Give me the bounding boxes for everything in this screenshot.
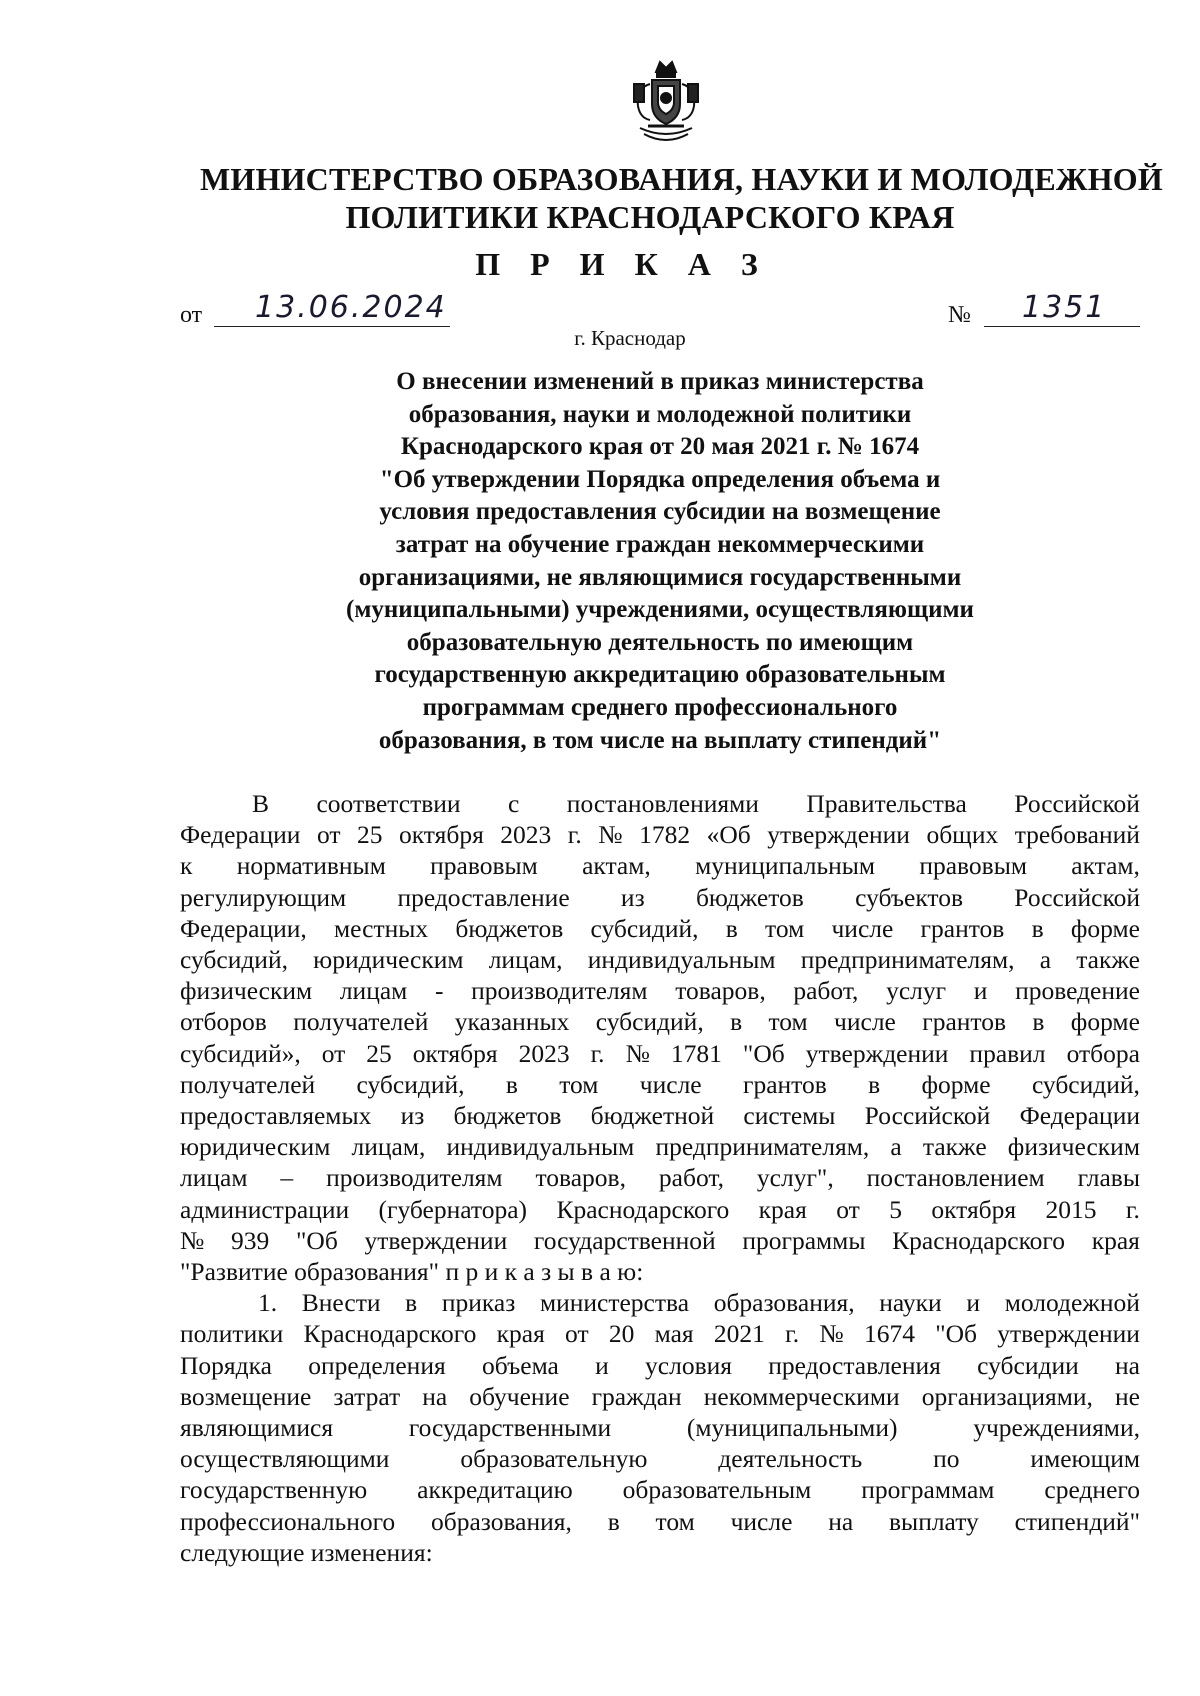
word: в — [405, 1288, 418, 1318]
word: 20 — [608, 1319, 635, 1349]
body-line — [180, 975, 1140, 1006]
word: государственную — [180, 1475, 368, 1505]
word: Внести — [301, 1288, 381, 1318]
number-prefix: № — [948, 302, 971, 328]
word: предпринимателям, — [655, 1132, 870, 1162]
word: – — [280, 1163, 294, 1193]
word: нормативным — [236, 851, 386, 881]
word: товаров, — [535, 1163, 626, 1193]
word: субсидий», — [180, 1038, 301, 1068]
word: от — [565, 1319, 589, 1349]
word: 2023 — [518, 1038, 570, 1068]
word: бюджетов — [695, 882, 804, 912]
word: форме — [1070, 913, 1140, 943]
word: науки — [879, 1288, 942, 1318]
order-verb: п р и к а з ы в а ю: — [445, 1257, 644, 1287]
word: товаров, — [675, 976, 766, 1006]
word: 2021 — [713, 1319, 765, 1349]
word: г. — [567, 820, 582, 850]
word: политики — [180, 1319, 284, 1349]
word: Федерации — [180, 820, 301, 850]
word: осуществляющими — [180, 1444, 390, 1474]
word: юридическим — [180, 1132, 331, 1162]
word: работ, — [658, 1163, 724, 1193]
word: 25 — [357, 820, 383, 850]
word: а — [890, 1132, 902, 1162]
word: в — [868, 1069, 881, 1099]
body-line — [180, 1318, 1140, 1349]
word: субсидии — [977, 1350, 1079, 1380]
body-line — [180, 1162, 1140, 1193]
body-line — [180, 1474, 1140, 1505]
word: субъектов — [855, 882, 964, 912]
subject-line: программам среднего профессионального — [422, 693, 898, 721]
word: обучение — [469, 1381, 570, 1411]
word: Федерации, — [180, 913, 307, 943]
word: из — [620, 882, 645, 912]
word: граждан — [591, 1381, 682, 1411]
word: (муниципальными) — [686, 1413, 898, 1443]
body-line — [180, 1100, 1140, 1131]
body-line — [180, 1350, 1140, 1381]
subject-line: образования, в том числе на выплату стипендий" — [378, 726, 942, 754]
word: том — [655, 1506, 695, 1536]
body-line — [180, 850, 1140, 881]
word: лицам, — [488, 945, 563, 975]
word: по — [933, 1444, 960, 1474]
word: актам, — [1071, 851, 1140, 881]
word: образования, — [713, 1288, 855, 1318]
word: 939 — [231, 1225, 270, 1255]
word: постановлениями — [566, 789, 759, 818]
word: мая — [654, 1319, 694, 1349]
body-line — [180, 1412, 1140, 1443]
word: В — [252, 789, 270, 818]
word: № — [819, 1319, 844, 1349]
word: государственной — [533, 1225, 716, 1255]
word: том — [768, 1007, 808, 1037]
word: объема — [481, 1350, 559, 1380]
word: индивидуальным — [446, 1132, 635, 1162]
word: производителям — [326, 1163, 503, 1193]
word: с — [508, 789, 520, 818]
word: получателей — [293, 1007, 429, 1037]
word: общих — [926, 820, 999, 850]
word: на — [828, 1506, 854, 1536]
subject-line: О внесении изменений в приказ министерства — [396, 368, 924, 395]
word: бюджетной — [590, 1101, 715, 1131]
word: от — [836, 1194, 860, 1224]
word: услуг — [886, 976, 947, 1006]
word: профессионального — [180, 1506, 396, 1536]
date-value: 13.06.2024 — [255, 290, 447, 325]
body-line — [180, 788, 1140, 819]
word: - — [434, 976, 444, 1006]
word: том — [559, 1069, 599, 1099]
word: молодежной — [1004, 1288, 1140, 1318]
word: и — [595, 1350, 609, 1380]
word: Краснодарского — [892, 1225, 1066, 1255]
word: стипендий" — [1014, 1506, 1140, 1536]
word: главы — [1077, 1163, 1140, 1193]
body-line — [180, 1069, 1140, 1100]
body-line — [180, 1443, 1140, 1474]
word: «Об — [706, 820, 751, 850]
word: 1782 — [639, 820, 691, 850]
word: предоставления — [768, 1350, 941, 1380]
word: не — [1114, 1381, 1140, 1411]
word: и — [966, 1288, 981, 1318]
paragraph-preamble — [180, 788, 1140, 1256]
word: правил — [969, 1038, 1046, 1068]
body-line — [180, 913, 1140, 944]
word: Российской — [1014, 882, 1140, 912]
word: программы — [742, 1225, 866, 1255]
word: условия — [645, 1350, 733, 1380]
word: регулирующим — [180, 882, 347, 912]
word: Краснодарского — [303, 1319, 477, 1349]
word: грантов — [920, 913, 1005, 943]
word: 1. — [258, 1288, 278, 1318]
word: на — [422, 1381, 448, 1411]
word: правовым — [919, 851, 1027, 881]
city: г. Краснодар — [574, 326, 686, 350]
ministry-line-1: МИНИСТЕРСТВО ОБРАЗОВАНИЯ, НАУКИ И МОЛОДЕЖНОЙ — [200, 161, 1163, 197]
subject-line: организациями, не являющимися государственными — [358, 563, 962, 591]
word: Российской — [1014, 789, 1140, 818]
word: № — [180, 1225, 205, 1255]
word: имеющим — [1030, 1444, 1140, 1474]
word: образовательным — [622, 1475, 812, 1505]
preamble-last-prefix: "Развитие образования" — [180, 1257, 446, 1287]
word: субсидий, — [590, 913, 699, 943]
word: приказ — [441, 1288, 516, 1318]
word: в — [607, 1506, 620, 1536]
word: лицам, — [351, 1132, 426, 1162]
word: в — [1032, 1007, 1045, 1037]
word: системы — [743, 1101, 836, 1131]
word: субсидий, — [180, 945, 288, 975]
word: (губернатора) — [378, 1194, 528, 1224]
body-line — [180, 1038, 1140, 1069]
number-value: 1351 — [1022, 290, 1107, 325]
body-line — [180, 1287, 1140, 1318]
body-line — [180, 1381, 1140, 1412]
word: определения — [308, 1350, 446, 1380]
word: услуг", — [756, 1163, 834, 1193]
word: организациями, — [921, 1381, 1093, 1411]
word: и — [973, 976, 988, 1006]
word: субсидий, — [1031, 1069, 1140, 1099]
body-line — [180, 1194, 1140, 1225]
body-line — [180, 1006, 1140, 1037]
word: среднего — [1044, 1475, 1140, 1505]
word: "Об — [935, 1319, 977, 1349]
subject-line: образовательную деятельность по имеющим — [406, 628, 914, 656]
word: предпринимателям, — [800, 945, 1015, 975]
word: работ, — [793, 976, 859, 1006]
word: утверждении — [805, 1038, 949, 1068]
word: 2023 — [500, 820, 552, 850]
word: октября — [412, 1038, 498, 1068]
word: в — [1031, 913, 1044, 943]
word: некоммерческими — [703, 1381, 900, 1411]
word: г. — [785, 1319, 800, 1349]
word: указанных — [454, 1007, 570, 1037]
word: "Об — [742, 1038, 785, 1068]
word: аккредитацию — [417, 1475, 573, 1505]
word: затрат — [333, 1381, 401, 1411]
word: соответствии — [316, 789, 461, 818]
word: 1674 — [863, 1319, 915, 1349]
word: а — [1039, 945, 1052, 975]
word: образования, — [430, 1506, 572, 1536]
body-line — [180, 944, 1140, 975]
word: предоставление — [397, 882, 570, 912]
word: утверждении — [767, 820, 910, 850]
word: края — [758, 1194, 807, 1224]
ministry-name — [200, 160, 1163, 236]
word: 1781 — [670, 1038, 722, 1068]
order-body — [180, 788, 1140, 1568]
word: г. — [590, 1038, 605, 1068]
word: Краснодарского — [556, 1194, 730, 1224]
word: Порядка — [180, 1350, 272, 1380]
word: 2015 — [1045, 1194, 1097, 1224]
word: субсидий, — [356, 1069, 465, 1099]
word: октября — [931, 1194, 1017, 1224]
subject-line: (муниципальными) учреждениями, осуществляющими — [346, 596, 974, 624]
word: утверждении — [364, 1225, 508, 1255]
word: форме — [1070, 1007, 1140, 1037]
word: образовательную — [460, 1444, 648, 1474]
word: г. — [1125, 1194, 1140, 1224]
word: государственными — [408, 1413, 612, 1443]
word: из — [400, 1101, 425, 1131]
word: Федерации — [1019, 1101, 1140, 1131]
word: 5 — [889, 1194, 902, 1224]
word: выплату — [889, 1506, 979, 1536]
word: физическим — [1007, 1132, 1140, 1162]
word: индивидуальным — [587, 945, 776, 975]
word: деятельность — [718, 1444, 863, 1474]
word: бюджетов — [453, 1101, 562, 1131]
word: местных — [334, 913, 429, 943]
word: министерства — [539, 1288, 690, 1318]
ministry-line-2: ПОЛИТИКИ КРАСНОДАРСКОГО КРАЯ — [345, 199, 955, 235]
word: числе — [730, 1506, 793, 1536]
word: учреждениями, — [973, 1413, 1140, 1443]
word: субсидий, — [595, 1007, 704, 1037]
word: числе — [834, 1007, 896, 1037]
word: программам — [861, 1475, 995, 1505]
coat-of-arms-icon — [628, 58, 704, 150]
word: края — [496, 1319, 545, 1349]
subject-line: Краснодарского края от 20 мая 2021 г. № 1674 — [400, 433, 920, 461]
word: предоставляемых — [180, 1101, 372, 1131]
word: утверждении — [997, 1319, 1140, 1349]
word: возмещение — [180, 1381, 312, 1411]
word: в — [725, 913, 738, 943]
word: производителям — [471, 976, 648, 1006]
subject-line: образования, науки и молодежной политики — [408, 400, 912, 428]
subject-line: условия предоставления субсидии на возмещение — [379, 498, 941, 526]
word: лицам — [180, 1163, 248, 1193]
word: октября — [399, 820, 484, 850]
word: получателей — [180, 1069, 316, 1099]
word: том — [765, 913, 805, 943]
body-line — [180, 1225, 1140, 1256]
word: от — [316, 820, 341, 850]
word: лицам — [339, 976, 408, 1006]
body-line — [180, 819, 1140, 850]
word: являющимися — [180, 1413, 334, 1443]
word: грантов — [742, 1069, 827, 1099]
word: Правительства — [806, 789, 967, 818]
subject-line: государственную аккредитацию образовательным — [374, 661, 946, 689]
word: на — [1115, 1350, 1140, 1380]
paragraph-preamble-last-line — [180, 1256, 1140, 1287]
word: форме — [921, 1069, 991, 1099]
body-line — [180, 1131, 1140, 1162]
word: постановлением — [866, 1163, 1045, 1193]
word: администрации — [180, 1194, 350, 1224]
word: от — [321, 1038, 346, 1068]
word: отборов — [180, 1007, 267, 1037]
word: числе — [831, 913, 894, 943]
word: бюджетов — [455, 913, 564, 943]
word: в — [505, 1069, 518, 1099]
subject-line: затрат на обучение граждан некоммерческими — [395, 530, 925, 558]
word: края — [1091, 1225, 1140, 1255]
word: "Об — [296, 1225, 338, 1255]
word: 25 — [366, 1038, 392, 1068]
word: грантов — [922, 1007, 1007, 1037]
word: к — [180, 851, 193, 881]
paragraph-item-1-last-line: следующие изменения: — [180, 1537, 433, 1567]
date-prefix: от — [180, 302, 203, 328]
word: юридическим — [313, 945, 464, 975]
word: проведение — [1015, 976, 1140, 1006]
order-title: П Р И К А З — [475, 246, 769, 282]
word: также — [922, 1132, 987, 1162]
word: числе — [639, 1069, 702, 1099]
order-subject — [200, 366, 1120, 757]
word: правовым — [430, 851, 538, 881]
subject-line: "Об утверждении Порядка определения объема и — [379, 465, 941, 493]
paragraph-item-1 — [180, 1287, 1140, 1537]
word: отбора — [1066, 1038, 1140, 1068]
body-line — [180, 882, 1140, 913]
word: № — [598, 820, 623, 850]
word: требований — [1014, 820, 1140, 850]
word: № — [625, 1038, 650, 1068]
word: физическим — [180, 976, 313, 1006]
word: Российской — [864, 1101, 991, 1131]
word: актам, — [582, 851, 651, 881]
word: в — [730, 1007, 743, 1037]
word: также — [1076, 945, 1140, 975]
body-line — [180, 1506, 1140, 1537]
word: муниципальным — [695, 851, 876, 881]
